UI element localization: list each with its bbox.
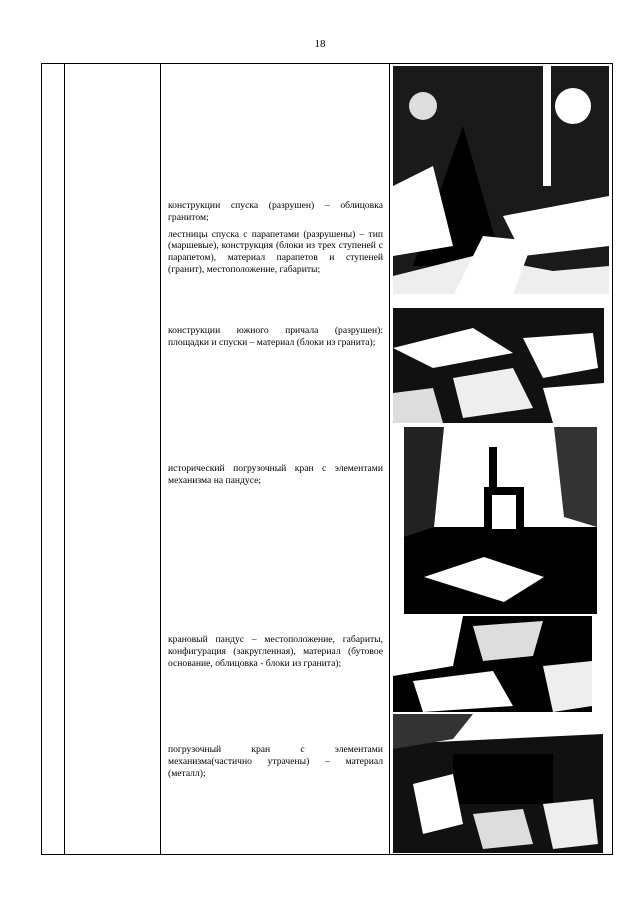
- column-divider-2: [160, 64, 161, 854]
- row-1-description: [168, 200, 383, 281]
- row-4-paragraph-1: крановый пандус – местоположение, габариты, конфигурация (закругленная), материал (бутовое основание, облицовка - блоки из гранита);: [168, 634, 383, 669]
- row-4-description: [168, 634, 383, 674]
- photo-loading-crane: [393, 714, 603, 853]
- row-5-description: [168, 744, 383, 784]
- column-divider-3: [389, 64, 390, 854]
- column-divider-1: [64, 64, 65, 854]
- row-2-paragraph-1: конструкции южного причала (разрушен): площадки и спуски – материал (блоки из гранита);: [168, 325, 383, 348]
- photo-descent-ruins: [393, 66, 609, 294]
- row-1-paragraph-2: лестницы спуска с парапетами (разрушены) – тип (маршевые), конструкция (блоки из трех ступеней с парапетом), материал парапетов и ступеней (гранит), местоположение, габариты;: [168, 228, 383, 275]
- row-3-paragraph-1: исторический погрузочный кран с элементами механизма на пандусе;: [168, 463, 383, 486]
- row-1-paragraph-1: конструкции спуска (разрушен) – облицовка гранитом;: [168, 200, 383, 223]
- row-2-description: [168, 325, 383, 354]
- photo-south-pier: [393, 308, 604, 423]
- photo-crane-ramp: [393, 616, 592, 712]
- row-3-description: [168, 463, 383, 492]
- row-5-paragraph-1: погрузочный кран с элементами механизма(частично утрачены) – материал (металл);: [168, 744, 383, 779]
- photo-historic-crane: [404, 427, 597, 614]
- page-number: 18: [314, 38, 326, 50]
